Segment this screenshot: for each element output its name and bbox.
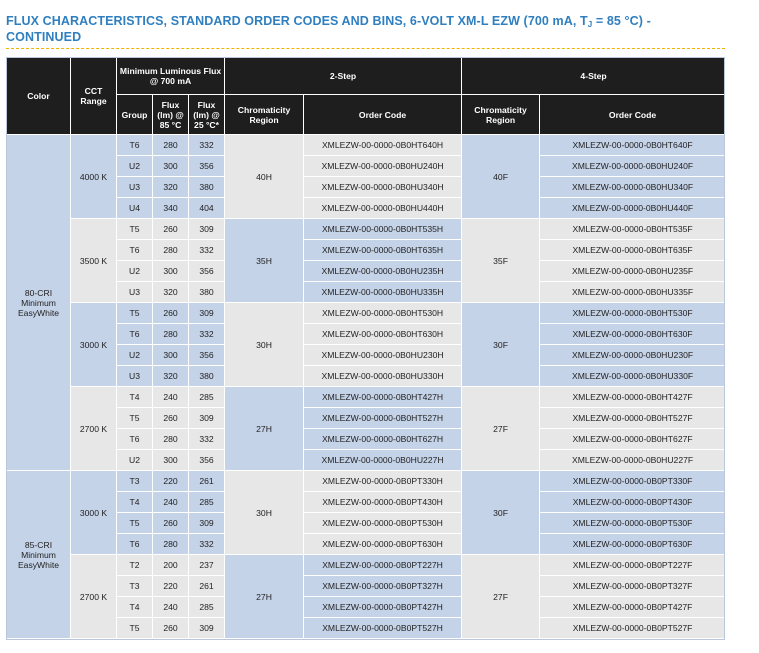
flux-85-cell: 300 bbox=[153, 450, 189, 471]
order-code-2-cell: XMLEZW-00-0000-0B0HU340H bbox=[304, 177, 462, 198]
group-cell: T4 bbox=[117, 597, 153, 618]
group-cell: T6 bbox=[117, 429, 153, 450]
cct-cell: 3000 K bbox=[71, 471, 117, 555]
flux-85-cell: 280 bbox=[153, 429, 189, 450]
title-text: FLUX CHARACTERISTICS, STANDARD ORDER CODES AND BINS, 6-VOLT XM-L EZW (700 mA, T bbox=[6, 14, 588, 28]
flux-85-cell: 340 bbox=[153, 198, 189, 219]
group-cell: U3 bbox=[117, 177, 153, 198]
flux-25-cell: 285 bbox=[189, 492, 225, 513]
title-divider bbox=[6, 48, 725, 49]
table-row bbox=[7, 471, 726, 492]
header-flux-85: Flux (lm) @ 85 °C bbox=[153, 95, 189, 135]
group-cell: T5 bbox=[117, 408, 153, 429]
order-code-4-cell: XMLEZW-00-0000-0B0HT630F bbox=[540, 324, 726, 345]
flux-25-cell: 332 bbox=[189, 429, 225, 450]
title-subscript: J bbox=[587, 20, 593, 29]
order-code-4-cell: XMLEZW-00-0000-0B0HU230F bbox=[540, 345, 726, 366]
group-cell: U2 bbox=[117, 156, 153, 177]
flux-25-cell: 356 bbox=[189, 156, 225, 177]
cct-cell: 3500 K bbox=[71, 219, 117, 303]
order-code-2-cell: XMLEZW-00-0000-0B0HT630H bbox=[304, 324, 462, 345]
order-code-4-cell: XMLEZW-00-0000-0B0PT227F bbox=[540, 555, 726, 576]
order-code-2-cell: XMLEZW-00-0000-0B0HU330H bbox=[304, 366, 462, 387]
order-code-2-cell: XMLEZW-00-0000-0B0PT430H bbox=[304, 492, 462, 513]
order-code-4-cell: XMLEZW-00-0000-0B0HU440F bbox=[540, 198, 726, 219]
order-code-2-cell: XMLEZW-00-0000-0B0HU240H bbox=[304, 156, 462, 177]
chromaticity-2-cell: 27H bbox=[225, 387, 304, 471]
flux-25-cell: 356 bbox=[189, 450, 225, 471]
order-code-2-cell: XMLEZW-00-0000-0B0HT640H bbox=[304, 135, 462, 156]
flux-25-cell: 356 bbox=[189, 345, 225, 366]
flux-85-cell: 300 bbox=[153, 261, 189, 282]
flux-85-cell: 320 bbox=[153, 366, 189, 387]
table-row bbox=[7, 303, 726, 324]
group-cell: T5 bbox=[117, 618, 153, 639]
order-code-4-cell: XMLEZW-00-0000-0B0HT527F bbox=[540, 408, 726, 429]
group-cell: T6 bbox=[117, 324, 153, 345]
flux-25-cell: 309 bbox=[189, 303, 225, 324]
table-body bbox=[7, 135, 726, 639]
order-code-4-cell: XMLEZW-00-0000-0B0HU340F bbox=[540, 177, 726, 198]
flux-25-cell: 261 bbox=[189, 576, 225, 597]
cct-cell: 3000 K bbox=[71, 303, 117, 387]
flux-25-cell: 356 bbox=[189, 261, 225, 282]
order-code-2-cell: XMLEZW-00-0000-0B0HU230H bbox=[304, 345, 462, 366]
flux-25-cell: 309 bbox=[189, 408, 225, 429]
flux-85-cell: 260 bbox=[153, 303, 189, 324]
flux-25-cell: 237 bbox=[189, 555, 225, 576]
color-cell: 80-CRI Minimum EasyWhite bbox=[7, 135, 71, 471]
flux-25-cell: 380 bbox=[189, 366, 225, 387]
order-code-2-cell: XMLEZW-00-0000-0B0PT330H bbox=[304, 471, 462, 492]
flux-85-cell: 260 bbox=[153, 219, 189, 240]
group-cell: T5 bbox=[117, 303, 153, 324]
order-code-2-cell: XMLEZW-00-0000-0B0PT530H bbox=[304, 513, 462, 534]
header-order-code-2: Order Code bbox=[304, 95, 462, 135]
group-cell: T6 bbox=[117, 534, 153, 555]
order-code-2-cell: XMLEZW-00-0000-0B0HT635H bbox=[304, 240, 462, 261]
chromaticity-4-cell: 27F bbox=[462, 555, 540, 639]
header-cct-range: CCT Range bbox=[71, 58, 117, 135]
order-code-2-cell: XMLEZW-00-0000-0B0PT527H bbox=[304, 618, 462, 639]
title-line2: CONTINUED bbox=[6, 30, 82, 44]
flux-85-cell: 220 bbox=[153, 576, 189, 597]
group-cell: U4 bbox=[117, 198, 153, 219]
chromaticity-4-cell: 27F bbox=[462, 387, 540, 471]
order-code-4-cell: XMLEZW-00-0000-0B0PT430F bbox=[540, 492, 726, 513]
group-cell: U2 bbox=[117, 345, 153, 366]
table-row bbox=[7, 387, 726, 408]
flux-85-cell: 260 bbox=[153, 408, 189, 429]
group-cell: T4 bbox=[117, 387, 153, 408]
flux-85-cell: 240 bbox=[153, 387, 189, 408]
chromaticity-4-cell: 40F bbox=[462, 135, 540, 219]
flux-25-cell: 309 bbox=[189, 618, 225, 639]
flux-85-cell: 300 bbox=[153, 156, 189, 177]
group-cell: T2 bbox=[117, 555, 153, 576]
flux-85-cell: 260 bbox=[153, 513, 189, 534]
order-code-2-cell: XMLEZW-00-0000-0B0PT630H bbox=[304, 534, 462, 555]
group-cell: U3 bbox=[117, 366, 153, 387]
order-code-4-cell: XMLEZW-00-0000-0B0HU227F bbox=[540, 450, 726, 471]
group-cell: U2 bbox=[117, 261, 153, 282]
cct-cell: 2700 K bbox=[71, 387, 117, 471]
order-code-4-cell: XMLEZW-00-0000-0B0HT427F bbox=[540, 387, 726, 408]
chromaticity-2-cell: 27H bbox=[225, 555, 304, 639]
flux-25-cell: 285 bbox=[189, 597, 225, 618]
flux-25-cell: 261 bbox=[189, 471, 225, 492]
order-code-4-cell: XMLEZW-00-0000-0B0PT630F bbox=[540, 534, 726, 555]
order-code-2-cell: XMLEZW-00-0000-0B0HT535H bbox=[304, 219, 462, 240]
table-row bbox=[7, 135, 726, 156]
flux-table bbox=[6, 57, 726, 639]
flux-25-cell: 380 bbox=[189, 177, 225, 198]
header-order-code-4: Order Code bbox=[540, 95, 726, 135]
order-code-4-cell: XMLEZW-00-0000-0B0HT635F bbox=[540, 240, 726, 261]
order-code-4-cell: XMLEZW-00-0000-0B0PT330F bbox=[540, 471, 726, 492]
flux-85-cell: 280 bbox=[153, 240, 189, 261]
header-min-flux: Minimum Luminous Flux @ 700 mA bbox=[117, 58, 225, 95]
order-code-2-cell: XMLEZW-00-0000-0B0HT627H bbox=[304, 429, 462, 450]
order-code-4-cell: XMLEZW-00-0000-0B0HT627F bbox=[540, 429, 726, 450]
header-2-step: 2-Step bbox=[225, 58, 462, 95]
chromaticity-2-cell: 30H bbox=[225, 471, 304, 555]
flux-25-cell: 309 bbox=[189, 513, 225, 534]
flux-85-cell: 260 bbox=[153, 618, 189, 639]
group-cell: T5 bbox=[117, 513, 153, 534]
flux-25-cell: 285 bbox=[189, 387, 225, 408]
group-cell: T3 bbox=[117, 576, 153, 597]
group-cell: T4 bbox=[117, 492, 153, 513]
order-code-4-cell: XMLEZW-00-0000-0B0PT530F bbox=[540, 513, 726, 534]
header-chromaticity-2: Chromaticity Region bbox=[225, 95, 304, 135]
order-code-2-cell: XMLEZW-00-0000-0B0PT427H bbox=[304, 597, 462, 618]
order-code-4-cell: XMLEZW-00-0000-0B0HT535F bbox=[540, 219, 726, 240]
header-group: Group bbox=[117, 95, 153, 135]
chromaticity-2-cell: 30H bbox=[225, 303, 304, 387]
table-row bbox=[7, 555, 726, 576]
header-4-step: 4-Step bbox=[462, 58, 726, 95]
order-code-4-cell: XMLEZW-00-0000-0B0PT327F bbox=[540, 576, 726, 597]
flux-85-cell: 300 bbox=[153, 345, 189, 366]
chromaticity-4-cell: 30F bbox=[462, 303, 540, 387]
flux-85-cell: 240 bbox=[153, 492, 189, 513]
order-code-2-cell: XMLEZW-00-0000-0B0HU235H bbox=[304, 261, 462, 282]
flux-25-cell: 332 bbox=[189, 324, 225, 345]
flux-85-cell: 320 bbox=[153, 282, 189, 303]
order-code-4-cell: XMLEZW-00-0000-0B0HU240F bbox=[540, 156, 726, 177]
chromaticity-2-cell: 35H bbox=[225, 219, 304, 303]
order-code-4-cell: XMLEZW-00-0000-0B0PT427F bbox=[540, 597, 726, 618]
flux-85-cell: 320 bbox=[153, 177, 189, 198]
header-color: Color bbox=[7, 58, 71, 135]
order-code-2-cell: XMLEZW-00-0000-0B0HT530H bbox=[304, 303, 462, 324]
group-cell: T5 bbox=[117, 219, 153, 240]
order-code-4-cell: XMLEZW-00-0000-0B0HU235F bbox=[540, 261, 726, 282]
flux-25-cell: 332 bbox=[189, 240, 225, 261]
order-code-2-cell: XMLEZW-00-0000-0B0HU440H bbox=[304, 198, 462, 219]
order-code-2-cell: XMLEZW-00-0000-0B0HU227H bbox=[304, 450, 462, 471]
flux-85-cell: 280 bbox=[153, 534, 189, 555]
order-code-2-cell: XMLEZW-00-0000-0B0HT527H bbox=[304, 408, 462, 429]
header-flux-25: Flux (lm) @ 25 °C* bbox=[189, 95, 225, 135]
page-title bbox=[6, 13, 746, 45]
chromaticity-4-cell: 35F bbox=[462, 219, 540, 303]
flux-85-cell: 220 bbox=[153, 471, 189, 492]
color-cell: 85-CRI Minimum EasyWhite bbox=[7, 471, 71, 639]
flux-25-cell: 332 bbox=[189, 534, 225, 555]
group-cell: T6 bbox=[117, 135, 153, 156]
order-code-2-cell: XMLEZW-00-0000-0B0HU335H bbox=[304, 282, 462, 303]
flux-25-cell: 404 bbox=[189, 198, 225, 219]
table-row bbox=[7, 219, 726, 240]
group-cell: U2 bbox=[117, 450, 153, 471]
header-chromaticity-4: Chromaticity Region bbox=[462, 95, 540, 135]
flux-85-cell: 280 bbox=[153, 324, 189, 345]
flux-85-cell: 280 bbox=[153, 135, 189, 156]
order-code-2-cell: XMLEZW-00-0000-0B0PT227H bbox=[304, 555, 462, 576]
order-code-4-cell: XMLEZW-00-0000-0B0HT640F bbox=[540, 135, 726, 156]
flux-25-cell: 309 bbox=[189, 219, 225, 240]
flux-85-cell: 240 bbox=[153, 597, 189, 618]
order-code-4-cell: XMLEZW-00-0000-0B0HU335F bbox=[540, 282, 726, 303]
cct-cell: 2700 K bbox=[71, 555, 117, 639]
order-code-4-cell: XMLEZW-00-0000-0B0HU330F bbox=[540, 366, 726, 387]
flux-25-cell: 380 bbox=[189, 282, 225, 303]
group-cell: T3 bbox=[117, 471, 153, 492]
chromaticity-2-cell: 40H bbox=[225, 135, 304, 219]
flux-85-cell: 200 bbox=[153, 555, 189, 576]
group-cell: U3 bbox=[117, 282, 153, 303]
flux-25-cell: 332 bbox=[189, 135, 225, 156]
chromaticity-4-cell: 30F bbox=[462, 471, 540, 555]
cct-cell: 4000 K bbox=[71, 135, 117, 219]
order-code-2-cell: XMLEZW-00-0000-0B0PT327H bbox=[304, 576, 462, 597]
title-text-end: = 85 °C) - bbox=[592, 14, 651, 28]
order-code-4-cell: XMLEZW-00-0000-0B0HT530F bbox=[540, 303, 726, 324]
order-code-4-cell: XMLEZW-00-0000-0B0PT527F bbox=[540, 618, 726, 639]
order-code-2-cell: XMLEZW-00-0000-0B0HT427H bbox=[304, 387, 462, 408]
group-cell: T6 bbox=[117, 240, 153, 261]
